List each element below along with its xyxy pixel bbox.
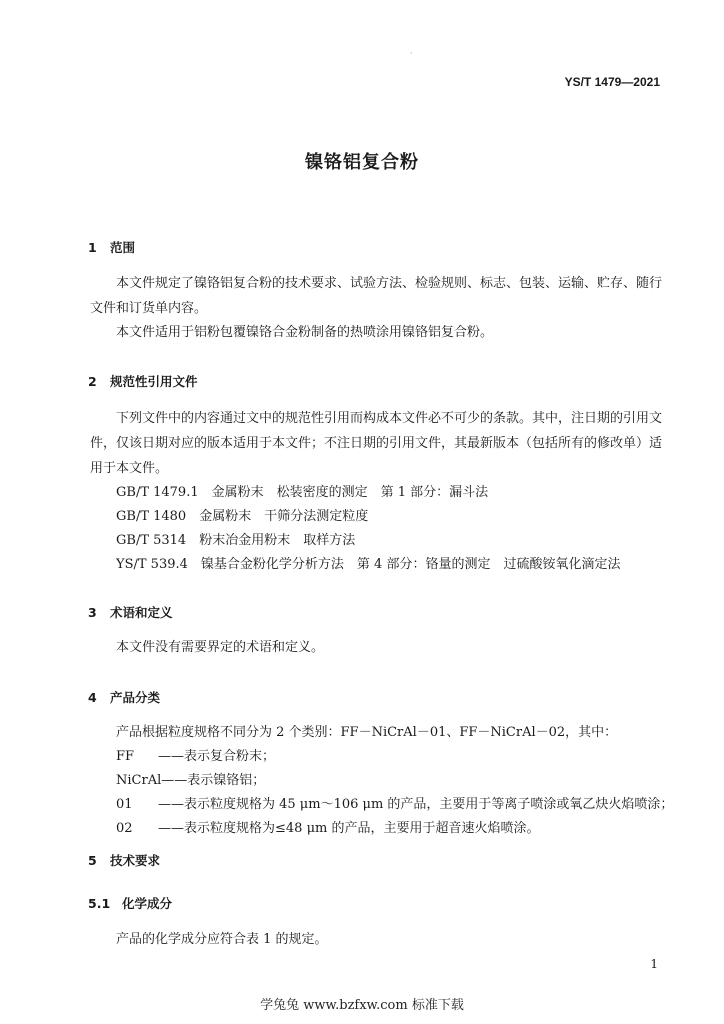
section-title: 术语和定义 — [110, 605, 173, 620]
footer-watermark: 学兔兔 www.bzfxw.com 标准下载 — [260, 998, 464, 1013]
section-1-paragraph-1: 本文件规定了镍铬铝复合粉的技术要求、试验方法、检验规则、标志、包装、运输、贮存、随行文件和订货单内容。 — [90, 276, 663, 316]
section-2-intro: 下列文件中的内容通过文中的规范性引用而构成本文件必不可少的条款。其中，注日期的引用文件，仅该日期对应的版本适用于本文件；不注日期的引用文件，其最新版本（包括所有的修改单）适用于本文件。 — [90, 411, 663, 476]
reference-code: GB/T 1479.1 — [116, 485, 199, 500]
section-number: 4 — [88, 690, 97, 705]
definition-desc: ——表示粒度规格为≤48 μm 的产品，主要用于超音速火焰喷涂。 — [158, 821, 540, 836]
reference-title: 金属粉末 干筛分法测定粒度 — [199, 509, 369, 524]
definition-desc: ——表示粒度规格为 45 μm～106 μm 的产品，主要用于等离子喷涂或氧乙炔火焰喷涂； — [158, 797, 674, 812]
reference-item — [116, 481, 488, 500]
section-number: 5.1 — [88, 896, 111, 911]
section-5-heading — [88, 851, 160, 869]
section-title: 范围 — [110, 240, 136, 255]
section-5-1-paragraph: 产品的化学成分应符合表 1 的规定。 — [116, 932, 328, 947]
section-title: 规范性引用文件 — [110, 374, 198, 389]
section-3-paragraph: 本文件没有需要界定的术语和定义。 — [116, 640, 325, 655]
section-1-paragraph-2: 本文件适用于铝粉包覆镍铬合金粉制备的热喷涂用镍铬铝复合粉。 — [116, 325, 494, 340]
definition-term: 01 — [116, 797, 133, 812]
definition-term: NiCrAl — [116, 773, 162, 788]
definition-item — [116, 817, 539, 836]
standard-code: YS/T 1479—2021 — [564, 75, 660, 89]
reference-title: 金属粉末 松装密度的测定 第 1 部分：漏斗法 — [211, 485, 489, 500]
reference-title: 镍基合金粉化学分析方法 第 4 部分：铬量的测定 过硫酸铵氧化滴定法 — [200, 557, 621, 572]
definition-item — [116, 745, 275, 764]
section-4-intro: 产品根据粒度规格不同分为 2 个类别：FF－NiCrAl－01、FF－NiCrAl－02，其中： — [116, 725, 618, 740]
document-title: 镍铬铝复合粉 — [305, 152, 419, 173]
definition-desc: ——表示复合粉末； — [158, 749, 276, 764]
reference-code: YS/T 539.4 — [116, 557, 188, 572]
section-number: 5 — [88, 853, 97, 868]
section-2-heading — [88, 372, 198, 390]
definition-term: 02 — [116, 821, 133, 836]
reference-title: 粉末冶金用粉末 取样方法 — [199, 533, 356, 548]
section-title: 技术要求 — [110, 853, 161, 868]
reference-item — [116, 553, 620, 572]
scan-speck: · — [410, 49, 413, 58]
definition-desc: ——表示镍铬铝； — [161, 773, 266, 788]
reference-item — [116, 529, 355, 548]
section-1-heading — [88, 238, 135, 256]
reference-code: GB/T 1480 — [116, 509, 187, 524]
section-title: 产品分类 — [110, 690, 161, 705]
reference-code: GB/T 5314 — [116, 533, 187, 548]
section-title: 化学成分 — [122, 896, 173, 911]
section-3-heading — [88, 603, 173, 621]
page-number: 1 — [650, 957, 658, 971]
section-4-heading — [88, 688, 160, 706]
section-number: 1 — [88, 240, 97, 255]
definition-term: FF — [116, 749, 135, 764]
section-5-1-heading — [88, 894, 172, 912]
section-number: 3 — [88, 605, 97, 620]
definition-item — [116, 793, 673, 812]
reference-item — [116, 505, 368, 524]
section-number: 2 — [88, 374, 97, 389]
definition-item — [116, 769, 265, 788]
